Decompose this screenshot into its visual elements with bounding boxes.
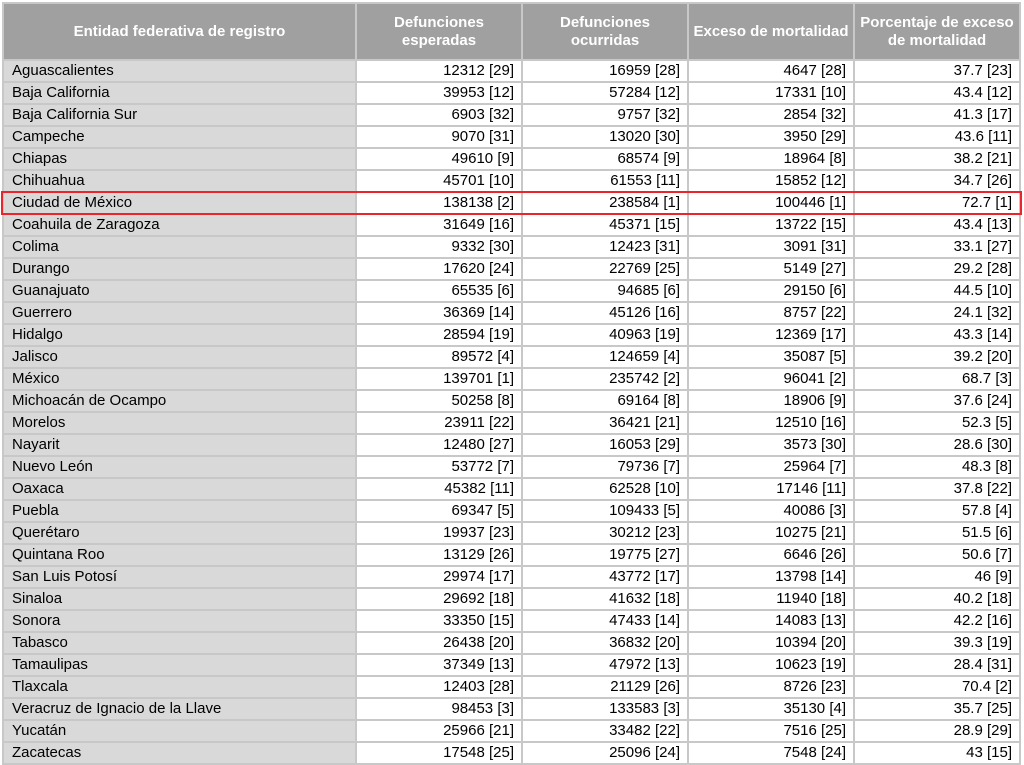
cell-exceso: 7548 [24] bbox=[689, 743, 853, 763]
cell-porcentaje: 40.2 [18] bbox=[855, 589, 1019, 609]
cell-esperadas: 12403 [28] bbox=[357, 677, 521, 697]
table-row bbox=[4, 721, 1019, 741]
cell-exceso: 17146 [11] bbox=[689, 479, 853, 499]
cell-state: Chihuahua bbox=[4, 171, 355, 191]
cell-ocurridas: 45371 [15] bbox=[523, 215, 687, 235]
cell-state: Baja California Sur bbox=[4, 105, 355, 125]
cell-porcentaje: 51.5 [6] bbox=[855, 523, 1019, 543]
cell-state: Veracruz de Ignacio de la Llave bbox=[4, 699, 355, 719]
cell-exceso: 11940 [18] bbox=[689, 589, 853, 609]
cell-ocurridas: 13020 [30] bbox=[523, 127, 687, 147]
cell-ocurridas: 57284 [12] bbox=[523, 83, 687, 103]
cell-exceso: 2854 [32] bbox=[689, 105, 853, 125]
cell-porcentaje: 70.4 [2] bbox=[855, 677, 1019, 697]
table-row bbox=[4, 435, 1019, 455]
table-row bbox=[4, 237, 1019, 257]
table-row bbox=[4, 281, 1019, 301]
cell-porcentaje: 37.6 [24] bbox=[855, 391, 1019, 411]
cell-porcentaje: 28.9 [29] bbox=[855, 721, 1019, 741]
table-row bbox=[4, 457, 1019, 477]
table-row bbox=[4, 83, 1019, 103]
table-row bbox=[4, 611, 1019, 631]
cell-state: México bbox=[4, 369, 355, 389]
cell-state: Nuevo León bbox=[4, 457, 355, 477]
cell-state: Nayarit bbox=[4, 435, 355, 455]
cell-esperadas: 29692 [18] bbox=[357, 589, 521, 609]
cell-porcentaje: 43.4 [13] bbox=[855, 215, 1019, 235]
cell-esperadas: 45382 [11] bbox=[357, 479, 521, 499]
table-row bbox=[4, 149, 1019, 169]
cell-ocurridas: 9757 [32] bbox=[523, 105, 687, 125]
cell-exceso: 4647 [28] bbox=[689, 61, 853, 81]
cell-esperadas: 13129 [26] bbox=[357, 545, 521, 565]
cell-exceso: 29150 [6] bbox=[689, 281, 853, 301]
cell-exceso: 12369 [17] bbox=[689, 325, 853, 345]
cell-ocurridas: 36421 [21] bbox=[523, 413, 687, 433]
cell-state: Chiapas bbox=[4, 149, 355, 169]
table-row bbox=[4, 303, 1019, 323]
cell-state: Ciudad de México bbox=[4, 193, 355, 213]
cell-ocurridas: 16959 [28] bbox=[523, 61, 687, 81]
cell-exceso: 14083 [13] bbox=[689, 611, 853, 631]
cell-porcentaje: 39.3 [19] bbox=[855, 633, 1019, 653]
table-row bbox=[4, 105, 1019, 125]
cell-porcentaje: 37.7 [23] bbox=[855, 61, 1019, 81]
cell-ocurridas: 25096 [24] bbox=[523, 743, 687, 763]
cell-state: Zacatecas bbox=[4, 743, 355, 763]
cell-esperadas: 12312 [29] bbox=[357, 61, 521, 81]
cell-exceso: 3091 [31] bbox=[689, 237, 853, 257]
cell-state: Yucatán bbox=[4, 721, 355, 741]
cell-ocurridas: 124659 [4] bbox=[523, 347, 687, 367]
table-row bbox=[4, 347, 1019, 367]
table-row bbox=[4, 655, 1019, 675]
table-row bbox=[4, 215, 1019, 235]
cell-state: Baja California bbox=[4, 83, 355, 103]
table-row bbox=[4, 589, 1019, 609]
cell-esperadas: 9070 [31] bbox=[357, 127, 521, 147]
table-row bbox=[4, 325, 1019, 345]
cell-ocurridas: 94685 [6] bbox=[523, 281, 687, 301]
cell-ocurridas: 133583 [3] bbox=[523, 699, 687, 719]
cell-esperadas: 9332 [30] bbox=[357, 237, 521, 257]
cell-exceso: 15852 [12] bbox=[689, 171, 853, 191]
cell-ocurridas: 19775 [27] bbox=[523, 545, 687, 565]
cell-ocurridas: 69164 [8] bbox=[523, 391, 687, 411]
table-row bbox=[4, 699, 1019, 719]
cell-ocurridas: 109433 [5] bbox=[523, 501, 687, 521]
cell-exceso: 5149 [27] bbox=[689, 259, 853, 279]
cell-ocurridas: 30212 [23] bbox=[523, 523, 687, 543]
cell-porcentaje: 34.7 [26] bbox=[855, 171, 1019, 191]
cell-exceso: 10275 [21] bbox=[689, 523, 853, 543]
cell-porcentaje: 72.7 [1] bbox=[855, 193, 1019, 213]
cell-state: Jalisco bbox=[4, 347, 355, 367]
cell-esperadas: 19937 [23] bbox=[357, 523, 521, 543]
cell-state: Quintana Roo bbox=[4, 545, 355, 565]
cell-state: San Luis Potosí bbox=[4, 567, 355, 587]
cell-ocurridas: 61553 [11] bbox=[523, 171, 687, 191]
header-row bbox=[4, 4, 1019, 59]
header-porcentaje-exceso: Porcentaje de exceso de mortalidad bbox=[855, 4, 1019, 59]
cell-ocurridas: 68574 [9] bbox=[523, 149, 687, 169]
cell-porcentaje: 43.4 [12] bbox=[855, 83, 1019, 103]
cell-ocurridas: 22769 [25] bbox=[523, 259, 687, 279]
table-row bbox=[4, 633, 1019, 653]
cell-exceso: 96041 [2] bbox=[689, 369, 853, 389]
table-row bbox=[4, 501, 1019, 521]
cell-porcentaje: 50.6 [7] bbox=[855, 545, 1019, 565]
cell-state: Durango bbox=[4, 259, 355, 279]
cell-ocurridas: 36832 [20] bbox=[523, 633, 687, 653]
table-row bbox=[4, 545, 1019, 565]
cell-esperadas: 23911 [22] bbox=[357, 413, 521, 433]
table-row bbox=[4, 259, 1019, 279]
cell-ocurridas: 40963 [19] bbox=[523, 325, 687, 345]
table-row bbox=[4, 677, 1019, 697]
cell-esperadas: 49610 [9] bbox=[357, 149, 521, 169]
table-row bbox=[4, 567, 1019, 587]
cell-exceso: 13798 [14] bbox=[689, 567, 853, 587]
cell-porcentaje: 33.1 [27] bbox=[855, 237, 1019, 257]
cell-ocurridas: 79736 [7] bbox=[523, 457, 687, 477]
cell-porcentaje: 48.3 [8] bbox=[855, 457, 1019, 477]
cell-state: Tlaxcala bbox=[4, 677, 355, 697]
cell-esperadas: 25966 [21] bbox=[357, 721, 521, 741]
cell-porcentaje: 35.7 [25] bbox=[855, 699, 1019, 719]
cell-esperadas: 50258 [8] bbox=[357, 391, 521, 411]
cell-esperadas: 69347 [5] bbox=[357, 501, 521, 521]
cell-state: Oaxaca bbox=[4, 479, 355, 499]
table-row bbox=[4, 413, 1019, 433]
cell-exceso: 100446 [1] bbox=[689, 193, 853, 213]
cell-exceso: 8757 [22] bbox=[689, 303, 853, 323]
cell-state: Campeche bbox=[4, 127, 355, 147]
cell-exceso: 10623 [19] bbox=[689, 655, 853, 675]
cell-state: Tabasco bbox=[4, 633, 355, 653]
cell-esperadas: 31649 [16] bbox=[357, 215, 521, 235]
cell-exceso: 35087 [5] bbox=[689, 347, 853, 367]
cell-exceso: 13722 [15] bbox=[689, 215, 853, 235]
excess-mortality-table bbox=[2, 2, 1021, 765]
table-body bbox=[4, 61, 1019, 763]
cell-exceso: 3950 [29] bbox=[689, 127, 853, 147]
header-exceso-mortalidad: Exceso de mortalidad bbox=[689, 4, 853, 59]
cell-exceso: 10394 [20] bbox=[689, 633, 853, 653]
cell-esperadas: 138138 [2] bbox=[357, 193, 521, 213]
cell-esperadas: 139701 [1] bbox=[357, 369, 521, 389]
cell-esperadas: 6903 [32] bbox=[357, 105, 521, 125]
cell-exceso: 18964 [8] bbox=[689, 149, 853, 169]
cell-state: Hidalgo bbox=[4, 325, 355, 345]
cell-state: Guanajuato bbox=[4, 281, 355, 301]
cell-porcentaje: 41.3 [17] bbox=[855, 105, 1019, 125]
cell-porcentaje: 24.1 [32] bbox=[855, 303, 1019, 323]
cell-porcentaje: 28.6 [30] bbox=[855, 435, 1019, 455]
table-row bbox=[4, 523, 1019, 543]
cell-porcentaje: 46 [9] bbox=[855, 567, 1019, 587]
cell-porcentaje: 68.7 [3] bbox=[855, 369, 1019, 389]
cell-esperadas: 28594 [19] bbox=[357, 325, 521, 345]
cell-ocurridas: 62528 [10] bbox=[523, 479, 687, 499]
cell-esperadas: 17620 [24] bbox=[357, 259, 521, 279]
cell-exceso: 17331 [10] bbox=[689, 83, 853, 103]
cell-esperadas: 36369 [14] bbox=[357, 303, 521, 323]
cell-ocurridas: 33482 [22] bbox=[523, 721, 687, 741]
header-defunciones-esperadas: Defunciones esperadas bbox=[357, 4, 521, 59]
cell-exceso: 3573 [30] bbox=[689, 435, 853, 455]
cell-state: Michoacán de Ocampo bbox=[4, 391, 355, 411]
cell-porcentaje: 28.4 [31] bbox=[855, 655, 1019, 675]
cell-esperadas: 53772 [7] bbox=[357, 457, 521, 477]
cell-porcentaje: 29.2 [28] bbox=[855, 259, 1019, 279]
cell-esperadas: 17548 [25] bbox=[357, 743, 521, 763]
cell-esperadas: 26438 [20] bbox=[357, 633, 521, 653]
cell-state: Puebla bbox=[4, 501, 355, 521]
cell-porcentaje: 38.2 [21] bbox=[855, 149, 1019, 169]
header-entidad: Entidad federativa de registro bbox=[4, 4, 355, 59]
cell-exceso: 6646 [26] bbox=[689, 545, 853, 565]
cell-porcentaje: 43 [15] bbox=[855, 743, 1019, 763]
cell-porcentaje: 39.2 [20] bbox=[855, 347, 1019, 367]
cell-exceso: 12510 [16] bbox=[689, 413, 853, 433]
table-row bbox=[4, 171, 1019, 191]
table-row bbox=[4, 127, 1019, 147]
cell-ocurridas: 45126 [16] bbox=[523, 303, 687, 323]
cell-porcentaje: 57.8 [4] bbox=[855, 501, 1019, 521]
cell-esperadas: 89572 [4] bbox=[357, 347, 521, 367]
cell-ocurridas: 12423 [31] bbox=[523, 237, 687, 257]
table-row bbox=[4, 193, 1019, 213]
cell-porcentaje: 37.8 [22] bbox=[855, 479, 1019, 499]
cell-ocurridas: 238584 [1] bbox=[523, 193, 687, 213]
cell-state: Querétaro bbox=[4, 523, 355, 543]
cell-state: Tamaulipas bbox=[4, 655, 355, 675]
cell-exceso: 25964 [7] bbox=[689, 457, 853, 477]
cell-state: Guerrero bbox=[4, 303, 355, 323]
cell-esperadas: 45701 [10] bbox=[357, 171, 521, 191]
cell-esperadas: 39953 [12] bbox=[357, 83, 521, 103]
cell-exceso: 7516 [25] bbox=[689, 721, 853, 741]
cell-exceso: 18906 [9] bbox=[689, 391, 853, 411]
table-row bbox=[4, 391, 1019, 411]
cell-state: Sinaloa bbox=[4, 589, 355, 609]
cell-ocurridas: 235742 [2] bbox=[523, 369, 687, 389]
cell-state: Colima bbox=[4, 237, 355, 257]
cell-ocurridas: 16053 [29] bbox=[523, 435, 687, 455]
cell-ocurridas: 47972 [13] bbox=[523, 655, 687, 675]
cell-esperadas: 65535 [6] bbox=[357, 281, 521, 301]
cell-porcentaje: 52.3 [5] bbox=[855, 413, 1019, 433]
cell-ocurridas: 21129 [26] bbox=[523, 677, 687, 697]
cell-porcentaje: 44.5 [10] bbox=[855, 281, 1019, 301]
cell-esperadas: 37349 [13] bbox=[357, 655, 521, 675]
cell-exceso: 8726 [23] bbox=[689, 677, 853, 697]
cell-esperadas: 98453 [3] bbox=[357, 699, 521, 719]
table-row bbox=[4, 61, 1019, 81]
cell-state: Morelos bbox=[4, 413, 355, 433]
cell-esperadas: 12480 [27] bbox=[357, 435, 521, 455]
cell-esperadas: 33350 [15] bbox=[357, 611, 521, 631]
cell-porcentaje: 42.2 [16] bbox=[855, 611, 1019, 631]
cell-exceso: 40086 [3] bbox=[689, 501, 853, 521]
cell-state: Sonora bbox=[4, 611, 355, 631]
table-row bbox=[4, 743, 1019, 763]
cell-ocurridas: 47433 [14] bbox=[523, 611, 687, 631]
header-defunciones-ocurridas: Defunciones ocurridas bbox=[523, 4, 687, 59]
cell-ocurridas: 43772 [17] bbox=[523, 567, 687, 587]
cell-state: Coahuila de Zaragoza bbox=[4, 215, 355, 235]
table-row bbox=[4, 479, 1019, 499]
table-row bbox=[4, 369, 1019, 389]
cell-ocurridas: 41632 [18] bbox=[523, 589, 687, 609]
cell-porcentaje: 43.3 [14] bbox=[855, 325, 1019, 345]
cell-exceso: 35130 [4] bbox=[689, 699, 853, 719]
cell-state: Aguascalientes bbox=[4, 61, 355, 81]
cell-esperadas: 29974 [17] bbox=[357, 567, 521, 587]
cell-porcentaje: 43.6 [11] bbox=[855, 127, 1019, 147]
